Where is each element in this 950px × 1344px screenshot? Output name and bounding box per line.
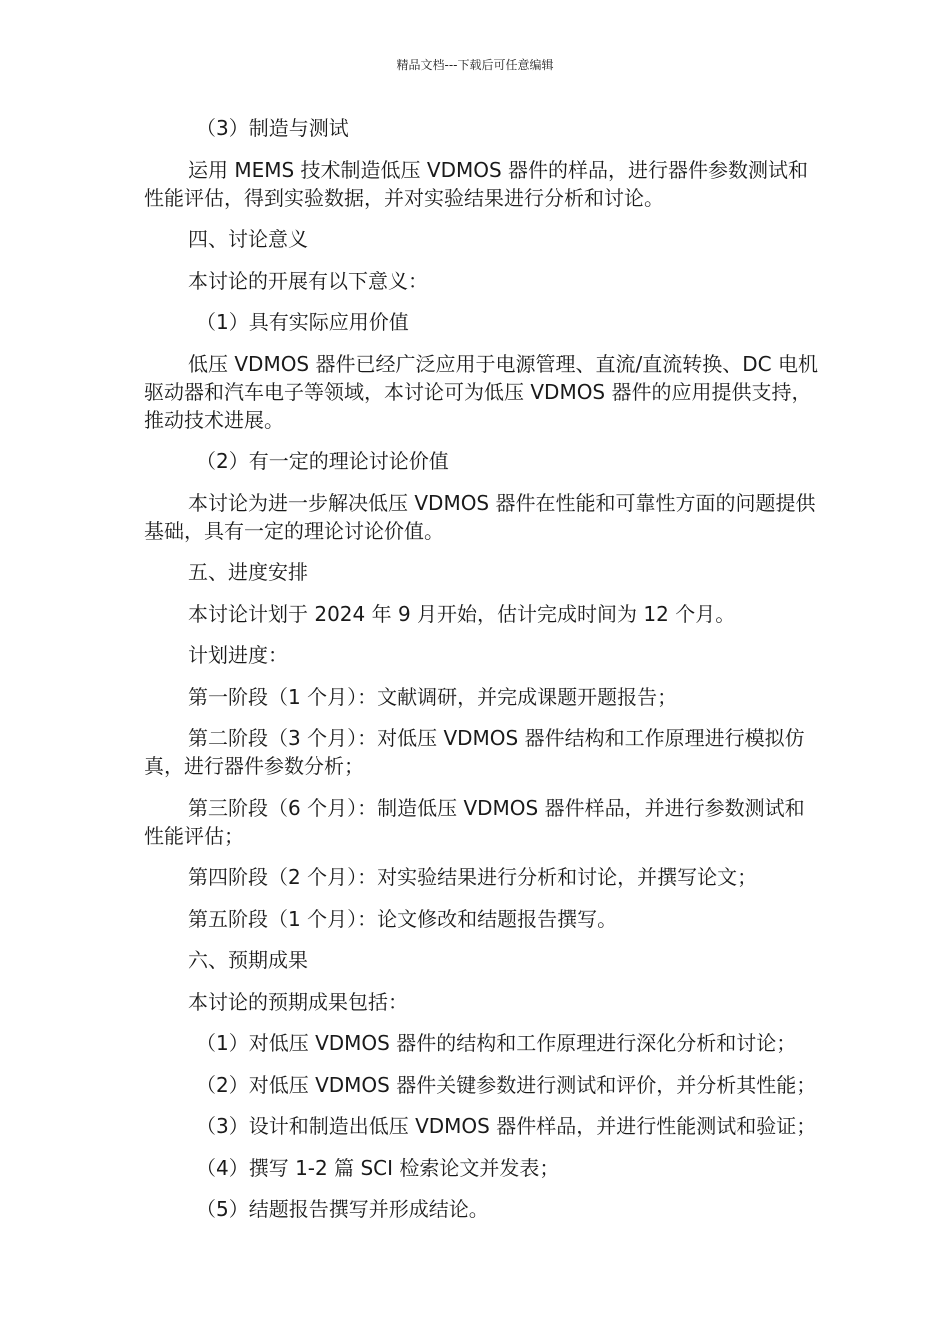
outcome-item: （5）结题报告撰写并形成结论。	[196, 1197, 489, 1221]
section-heading: 四、讨论意义	[188, 227, 308, 251]
outcome-item: （1）对低压 VDMOS 器件的结构和工作原理进行深化分析和讨论；	[196, 1031, 797, 1055]
outcome-item: （2）对低压 VDMOS 器件关键参数进行测试和评价，并分析其性能；	[196, 1072, 817, 1097]
schedule-item: 第二阶段（3 个月）：对低压 VDMOS 器件结构和工作原理进行模拟仿真，进行器件参数分析；	[144, 726, 805, 778]
page-header: 精品文档---下载后可任意编辑	[396, 58, 554, 72]
body-paragraph: 运用 MEMS 技术制造低压 VDMOS 器件的样品，进行器件参数测试和性能评估，得到实验数据，并对实验结果进行分析和讨论。	[144, 157, 809, 210]
subsection-heading: （2）有一定的理论讨论价值	[196, 449, 449, 473]
schedule-item: 第四阶段（2 个月）：对实验结果进行分析和讨论，并撰写论文；	[188, 865, 758, 889]
body-paragraph: 本讨论计划于 2024 年 9 月开始，估计完成时间为 12 个月。	[188, 601, 736, 626]
section-heading: 六、预期成果	[188, 948, 308, 972]
schedule-item: 第三阶段（6 个月）：制造低压 VDMOS 器件样品，并进行参数测试和性能评估；	[144, 795, 805, 848]
schedule-item: 第五阶段（1 个月）：论文修改和结题报告撰写。	[188, 906, 618, 931]
section-heading: 五、进度安排	[188, 560, 308, 584]
outcome-item: （3）设计和制造出低压 VDMOS 器件样品，并进行性能测试和验证；	[196, 1114, 817, 1138]
body-paragraph: 计划进度：	[188, 643, 288, 667]
body-paragraph: 本讨论的开展有以下意义：	[188, 268, 428, 293]
schedule-item: 第一阶段（1 个月）：文献调研，并完成课题开题报告；	[188, 684, 678, 709]
subsection-heading: （3）制造与测试	[196, 116, 349, 140]
subsection-heading: （1）具有实际应用价值	[196, 310, 409, 334]
body-paragraph: 本讨论为进一步解决低压 VDMOS 器件在性能和可靠性方面的问题提供基础，具有一定的理论讨论价值。	[144, 490, 816, 543]
outcome-item: （4）撰写 1-2 篇 SCI 检索论文并发表；	[196, 1155, 560, 1180]
body-paragraph: 低压 VDMOS 器件已经广泛应用于电源管理、直流/直流转换、DC 电机驱动器和汽车电子等领域，本讨论可为低压 VDMOS 器件的应用提供支持，推动技术进展。	[144, 351, 818, 432]
body-paragraph: 本讨论的预期成果包括：	[188, 989, 408, 1014]
document-body	[144, 114, 820, 1223]
